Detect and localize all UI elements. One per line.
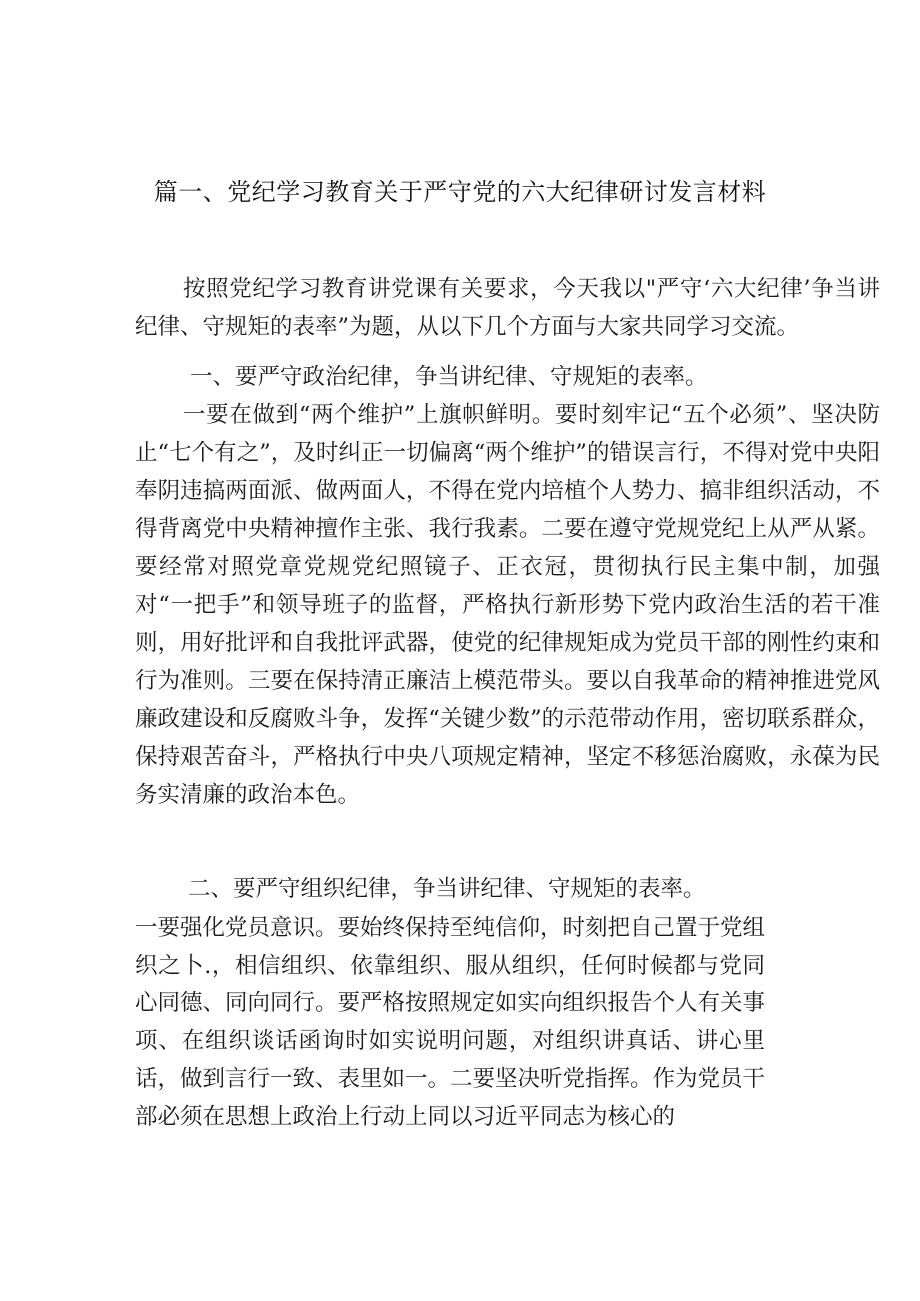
section-1-heading: 一、要严守政治纪律，争当讲纪律、守规矩的表率。 xyxy=(190,364,708,390)
section-1-body: 一要在做到“两个维护”上旗帜鲜明。要时刻牢记“五个必须”、坚决防止“七个有之”，及时纠正一切偏离“两个维护”的错误言行，不得对党中央阳奉阴违搞两面派、做两面人，不得在党内培植个人势力、搞非组织活动，不得背离党中央精神擅作主张、我行我素。二要在遵守党规党纪上从严从紧。要经常对照党章党规党纪照镜子、正衣冠，贯彻执行民主集中制，加强对“一把手”和领导班子的监督，严格执行新形势下党内政治生活的若干准则，用好批评和自我批评武器，使党的纪律规矩成为党员干部的刚性约束和行为准则。三要在保持清正廉洁上模范带头。要以自我革命的精神推进党风廉政建设和反腐败斗争，发挥“关键少数”的示范带动作用，密切联系群众，保持艰苦奋斗，严格执行中央八项规定精神，坚定不移惩治腐败，永葆为民务实清廉的政治本色。 xyxy=(135,402,880,808)
section-2-heading: 二、要严守组织纪律，争当讲纪律、守规矩的表率。 xyxy=(188,876,706,902)
document-title: 篇一、党纪学习教育关于严守党的六大纪律研讨发言材料 xyxy=(153,178,767,206)
intro-paragraph: 按照党纪学习教育讲党课有关要求，今天我以"严守‘六大纪律’争当讲纪律、守规矩的表率”为题，从以下几个方面与大家共同学习交流。 xyxy=(135,276,880,340)
section-2-body: 一要强化党员意识。要始终保持至纯信仰，时刻把自己置于党组织之卜.，相信组织、依靠组织、服从组织，任何时候都与党同心同德、同向同行。要严格按照规定如实向组织报告个人有关事项、在组织谈话函询时如实说明问题，对组织讲真话、讲心里话，做到言行一致、表里如一。二要坚决听党指挥。作为党员干部必须在思想上政治上行动上同以习近平同志为核心的 xyxy=(135,915,766,1130)
